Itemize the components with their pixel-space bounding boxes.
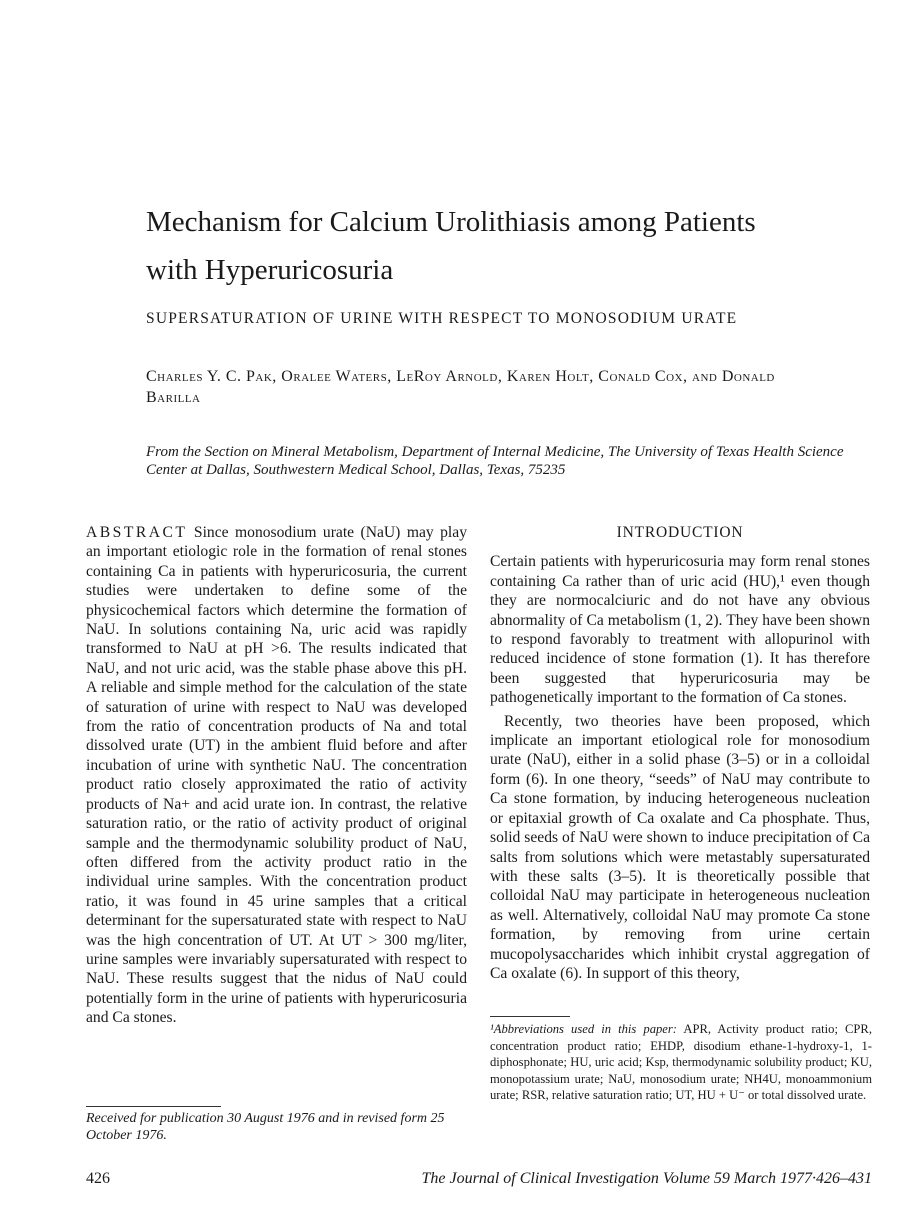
abstract-paragraph xyxy=(86,523,467,1028)
journal-citation: The Journal of Clinical Investigation Volume 59 March 1977·426–431 xyxy=(421,1170,872,1187)
received-note: Received for publication 30 August 1976 and in revised form 25 October 1976. xyxy=(86,1111,445,1143)
received-divider xyxy=(86,1106,221,1107)
author-list: Charles Y. C. Pak, Oralee Waters, LeRoy Arnold, Karen Holt, Conald Cox, and Donald Barilla xyxy=(146,368,775,406)
introduction-paragraph-1: Certain patients with hyperuricosuria may form renal stones containing Ca rather than of uric acid (HU),¹ even though they are normocalciuric and do not have any obvious abnormality of Ca metabolism (1, 2). They have been shown to respond favorably to treatment with allopurinol with reduced incidence of stone formation (1). It has therefore been suggested that hyperuricosuria may be pathogenetically important to the formation of Ca stones. xyxy=(490,553,870,707)
footnote-lead: ¹Abbreviations used in this paper: xyxy=(490,1022,677,1036)
article-subtitle: SUPERSATURATION OF URINE WITH RESPECT TO MONOSODIUM URATE xyxy=(146,310,738,327)
abbreviations-footnote xyxy=(490,1021,872,1104)
page-footer xyxy=(86,1170,872,1192)
abstract-section xyxy=(86,523,467,1028)
footnote-divider xyxy=(490,1016,570,1017)
page-number: 426 xyxy=(86,1170,110,1187)
introduction-heading: INTRODUCTION xyxy=(616,524,744,541)
footnote-text: APR, Activity product ratio; CPR, concentration product ratio; EHDP, disodium ethane-1-hydroxy-1, 1-diphosphonate; HU, uric acid; Ksp, thermodynamic solubility product; KU, monopotassium urate; NaU, monosodium urate; NH4U, monoammonium urate; RSR, relative saturation ratio; UT, HU + U⁻ or total dissolved urate. xyxy=(490,1022,872,1103)
article-title: Mechanism for Calcium Urolithiasis among Patients with Hyperuricosuria xyxy=(146,206,756,286)
abstract-text: Since monosodium urate (NaU) may play an important etiologic role in the formation of renal stones containing Ca in patients with hyperuricosuria, the current studies were undertaken to define some of the physicochemical factors which determine the formation of NaU. In solutions containing Na, uric acid was rapidly transformed to NaU at pH >6. The results indicated that NaU, and not uric acid, was the stable phase above this pH. A reliable and simple method for the calculation of the state of saturation of urine with respect to NaU was developed from the ratio of concentration products of Na and total dissolved urate (UT) in the ambient fluid before and after incubation of urine with synthetic NaU. The concentration product ratio closely approximated the ratio of activity products of Na+ and acid urate ion. In contrast, the relative saturation ratio, or the ratio of activity product of original sample and the thermodynamic solubility product of NaU, often differed from the activity product ratio in the individual urine samples. With the concentration product ratio, it was found in 45 urine samples that a critical determinant for the supersaturated state with respect to NaU was the high concentration of UT. At UT > 300 mg/liter, urine samples were invariably supersaturated with respect to NaU. These results suggest that the nidus of NaU could potentially form in the urine of patients with hyperuricosuria and Ca stones. xyxy=(86,524,467,1027)
introduction-paragraph-2: Recently, two theories have been proposed, which implicate an important etiological role for monosodium urate (NaU), either in a solid phase (3–5) or in a colloidal form (6). In one theory, “seeds” of NaU may contribute to Ca stone formation, by inducing heterogeneous nucleation or epitaxial growth of Ca oxalate and Ca phosphate. Thus, solid seeds of NaU were shown to induce precipitation of Ca salts from solutions which were metastably supersaturated with these salts (3–5). It is theoretically possible that colloidal NaU may participate in heterogeneous nucleation as well. Alternatively, colloidal NaU may promote Ca stone formation, by removing from urine certain mucopolysaccharides which inhibit crystal aggregation of Ca oxalate (6). In support of this theory, xyxy=(490,712,870,982)
affiliation: From the Section on Mineral Metabolism, Department of Internal Medicine, The University of Texas Health Science Center at Dallas, Southwestern Medical School, Dallas, Texas, 75235 xyxy=(146,444,844,478)
introduction-section xyxy=(490,523,870,983)
abstract-label: ABSTRACT xyxy=(86,524,188,541)
